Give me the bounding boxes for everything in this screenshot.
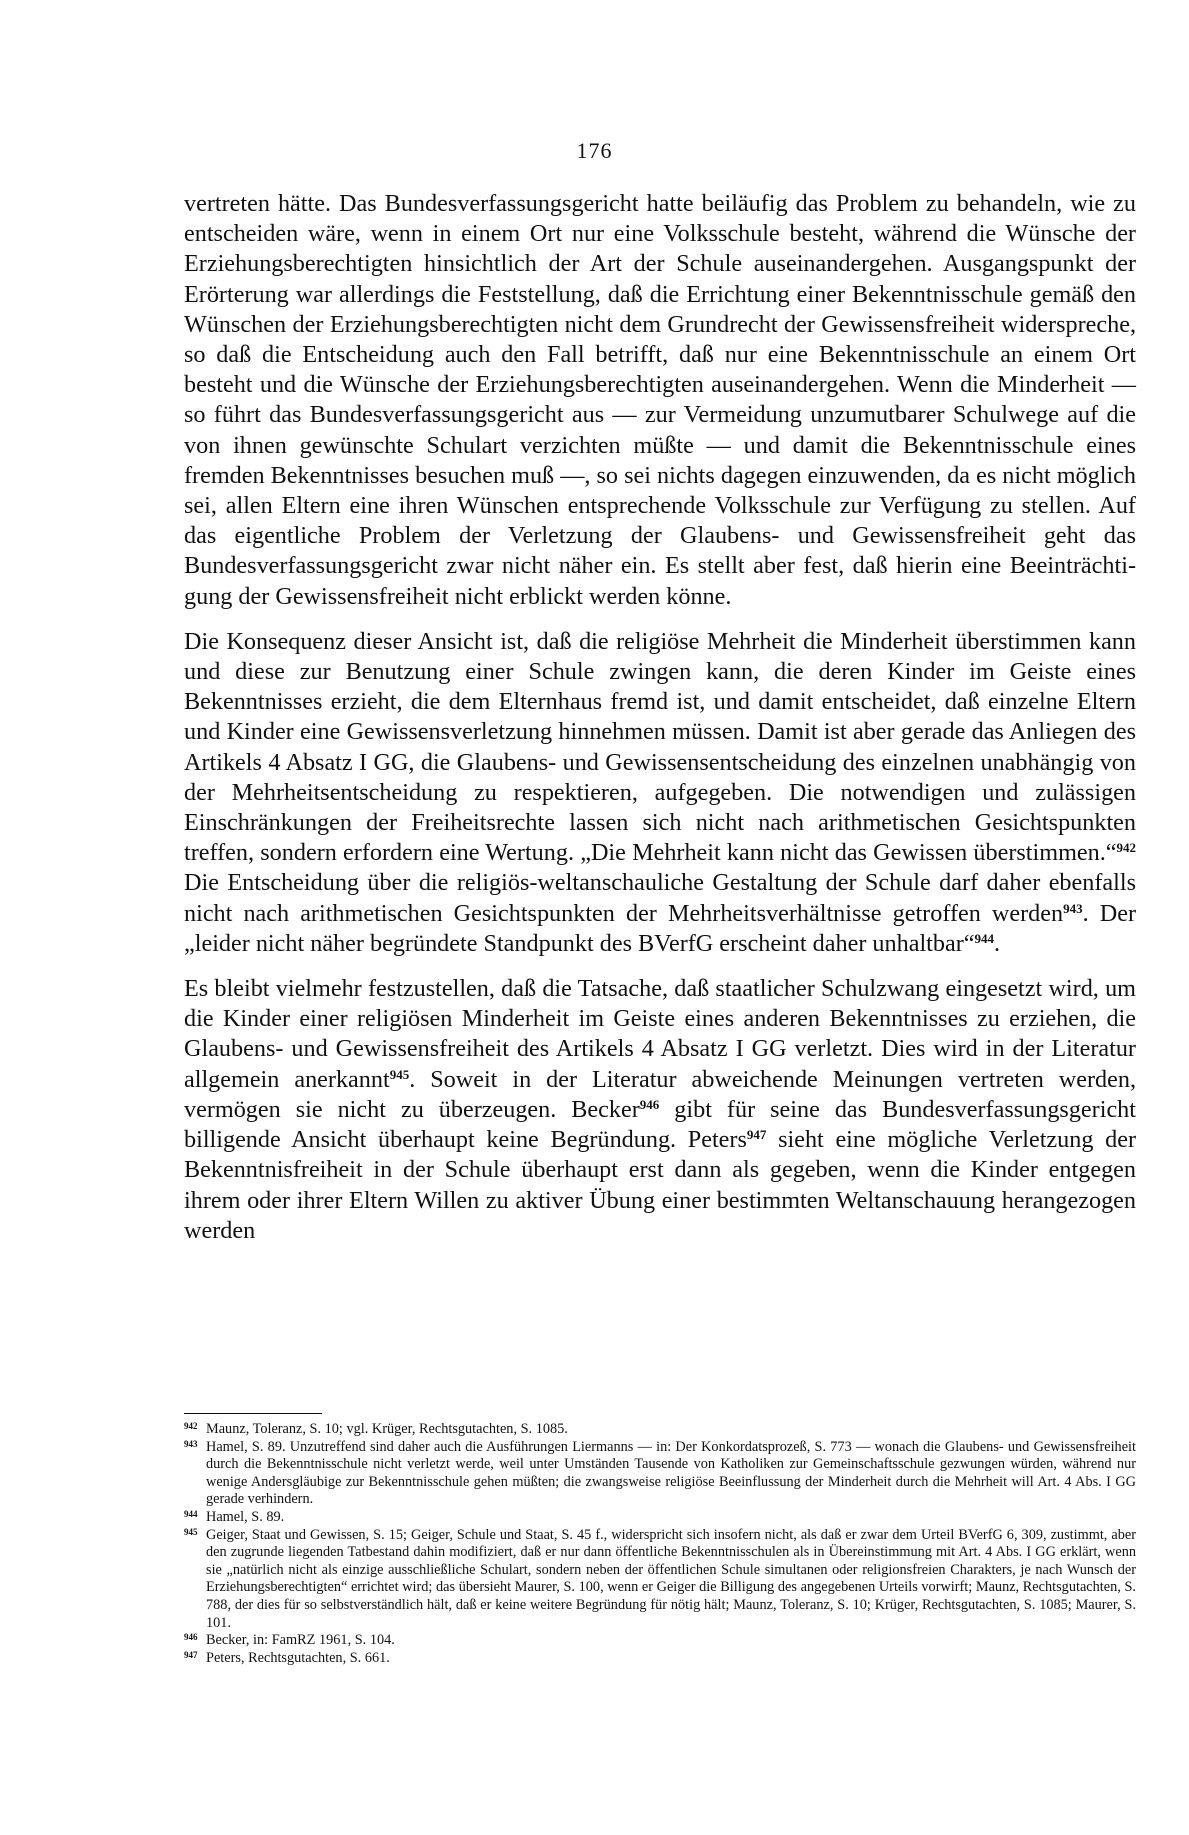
footnote-reference: 944 xyxy=(974,930,994,946)
paragraph-text: Die Konsequenz dieser Ansicht ist, daß die religiöse Mehrheit die Minderheit überstimmen kann und diese zur Benutzung einer Schule zwingen kann, die deren Kinder im Geiste eines Bekenntnisses erzieht, die dem Elternhaus fremd ist, und damit entscheidet, daß einzelne Eltern und Kinder eine Gewissensverletzung hinnehmen müssen. Damit ist aber gerade das Anliegen des Artikels 4 Absatz I GG, die Glaubens- und Gewissensentscheidung des einzelnen unabhängig von der Mehrheitsentscheidung zu respektieren, aufgegeben. Die notwendigen und zulässigen Einschränkungen der Freiheitsrechte lassen sich nicht nach arithmetischen Gesichtspunkten treffen, sondern erfordern eine Wertung. „Die Mehrheit kann nicht das Gewissen überstimmen.“ xyxy=(184,627,1136,867)
footnote xyxy=(184,1632,1136,1650)
footnote-number: 947 xyxy=(184,1649,198,1660)
footnote-text: Maunz, Toleranz, S. 10; vgl. Krüger, Rechtsgutachten, S. 1085. xyxy=(206,1421,568,1437)
paragraph-text: sieht eine mögliche Verletzung der Bekenntnisfreiheit in der Schule überhaupt erst dann als gegeben, wenn die Kinder entgegen ihrem oder ihrer Eltern Willen zu aktiver Übung einer bestimmten Weltanschauung herangezogen werden xyxy=(184,1126,1136,1244)
footnote-text: Geiger, Staat und Gewissen, S. 15; Geiger, Schule und Staat, S. 45 f., widerspricht sich insofern nicht, als daß er zwar dem Urteil BVerfG 6, 309, zustimmt, aber den zugrunde liegenden Tatbestand dahin modifiziert, daß er nur dann öffentliche Bekenntnisschulen als in Übereinstimmung mit Art. 4 Abs. I GG erklärt, wenn sie „natürlich nicht als einzige ausschließliche Schulart, sondern neben der öffentlichen Schule simultanen oder religionsfreien Charakters, je nach Wunsch der Erziehungsberechtigten“ errichtet wird; das übersieht Maurer, S. 100, wenn er Geiger die Billigung des angegebenen Urteils vorwirft; Maunz, Rechtsgutachten, S. 788, der dies für so selbstverständlich hält, daß er keine weitere Begründung für nötig hält; Maunz, Toleranz, S. 10; Krüger, Rechtsgutachten, S. 1085; Maurer, S. 101. xyxy=(206,1526,1136,1631)
footnote-reference: 946 xyxy=(639,1096,660,1112)
footnote xyxy=(184,1421,1136,1439)
page-number: 176 xyxy=(576,138,613,163)
footnote-text: Hamel, S. 89. xyxy=(206,1508,285,1525)
footnote-reference: 945 xyxy=(389,1066,410,1082)
footnote-reference: 947 xyxy=(746,1127,767,1143)
footnote xyxy=(184,1439,1136,1509)
footnote-text: Hamel, S. 89. Unzutreffend sind daher auch die Ausführungen Liermanns — in: Der Konkordatsprozeß, S. 773 — wonach die Glaubens- und Gewissensfreiheit durch die Bekenntnisschule nicht verletzt werde, weil unter Umständen Tausende von Katholiken zur Gemeinschaftsschule gezwungen würden, während nur wenige Andersgläubige zur Bekenntnisschule gehen müßten; die zwangsweise religiöse Beeinflussung der Minderheit durch die Mehrheit will Art. 4 Abs. I GG gerade verhindern. xyxy=(206,1438,1136,1508)
paragraph-text: vertreten hätte. Das Bundesverfassungsgericht hatte beiläufig das Problem zu behandeln, wie zu entscheiden wäre, wenn in einem Ort nur eine Volksschule besteht, während die Wünsche der Erziehungsberechtigten hinsichtlich der Art der Schule auseinandergehen. Ausgangspunkt der Erörterung war allerdings die Feststellung, daß die Errichtung einer Bekenntnisschule gemäß den Wünschen der Erziehungsberechtigten nicht dem Grundrecht der Gewissensfreiheit widerspreche, so daß die Entscheidung auch den Fall betrifft, daß nur eine Bekenntnisschule an einem Ort besteht und die Wünsche der Erziehungsberechtigten auseinandergehen. Wenn die Minderheit — so führt das Bundesverfassungsgericht aus — zur Vermeidung unzumutbarer Schulwege auf die von ihnen gewünschte Schulart verzichten müßte — und damit die Bekenntnisschule eines fremden Bekenntnisses besuchen muß —, so sei nichts dagegen einzuwenden, da es nicht möglich sei, allen Eltern eine ihren Wünschen entsprechende Volksschule zur Verfügung zu stellen. Auf das eigentliche Problem der Verletzung der Glaubens- und Gewissensfreiheit geht das Bundesverfassungsgericht zwar nicht näher ein. Es stellt aber fest, daß hierin eine Beeinträchtigung der Gewissensfreiheit nicht erblickt werden könne. xyxy=(184,190,1136,610)
footnote-text: Peters, Rechtsgutachten, S. 661. xyxy=(206,1649,390,1666)
footnote-number: 944 xyxy=(184,1508,198,1519)
footnote-text: Becker, in: FamRZ 1961, S. 104. xyxy=(206,1632,395,1649)
paragraph-text: . Der „leider nicht näher begründete Standpunkt des BVerfG erscheint daher unhaltbar“ xyxy=(184,899,1136,957)
footnote-divider xyxy=(184,1413,322,1414)
paragraph-text: . Soweit in der Literatur abweichende Meinungen vertreten werden, vermögen sie nicht zu überzeugen. Becker xyxy=(184,1065,1136,1123)
body-paragraph xyxy=(184,974,1136,1246)
paragraph-text: . xyxy=(994,929,1001,957)
footnote-number: 942 xyxy=(184,1421,198,1431)
body-paragraph xyxy=(184,627,1136,959)
footnote-reference: 942 xyxy=(1116,840,1136,856)
footnote-number: 946 xyxy=(184,1632,198,1643)
footnote-number: 945 xyxy=(184,1526,198,1537)
paragraph-text: Es bleibt vielmehr festzustellen, daß die Tatsache, daß staatlicher Schulzwang eingesetzt wird, um die Kinder einer religiösen Minderheit im Geiste eines anderen Bekenntnisses zu erziehen, die Glaubens- und Gewissensfreiheit des Artikels 4 Absatz I GG verletzt. Dies wird in der Literatur allgemein anerkannt xyxy=(184,975,1136,1093)
footnote-number: 943 xyxy=(184,1438,198,1449)
footnotes xyxy=(184,1421,1136,1667)
footnote-reference: 943 xyxy=(1063,900,1083,916)
paragraph-text: gibt für seine das Bundesverfassungsgericht billigende Ansicht überhaupt keine Begründung. Peters xyxy=(184,1095,1136,1154)
paragraph-text: Die Entscheidung über die religiös-weltanschauliche Gestaltung der Schule darf daher ebenfalls nicht nach arithmetischen Gesichtspunkten der Mehrheitsverhältnisse getroffen werden xyxy=(184,869,1136,927)
body-paragraph xyxy=(184,189,1136,612)
footnote xyxy=(184,1650,1136,1668)
body-text xyxy=(184,189,1136,1246)
footnote xyxy=(184,1509,1136,1527)
footnote xyxy=(184,1527,1136,1633)
